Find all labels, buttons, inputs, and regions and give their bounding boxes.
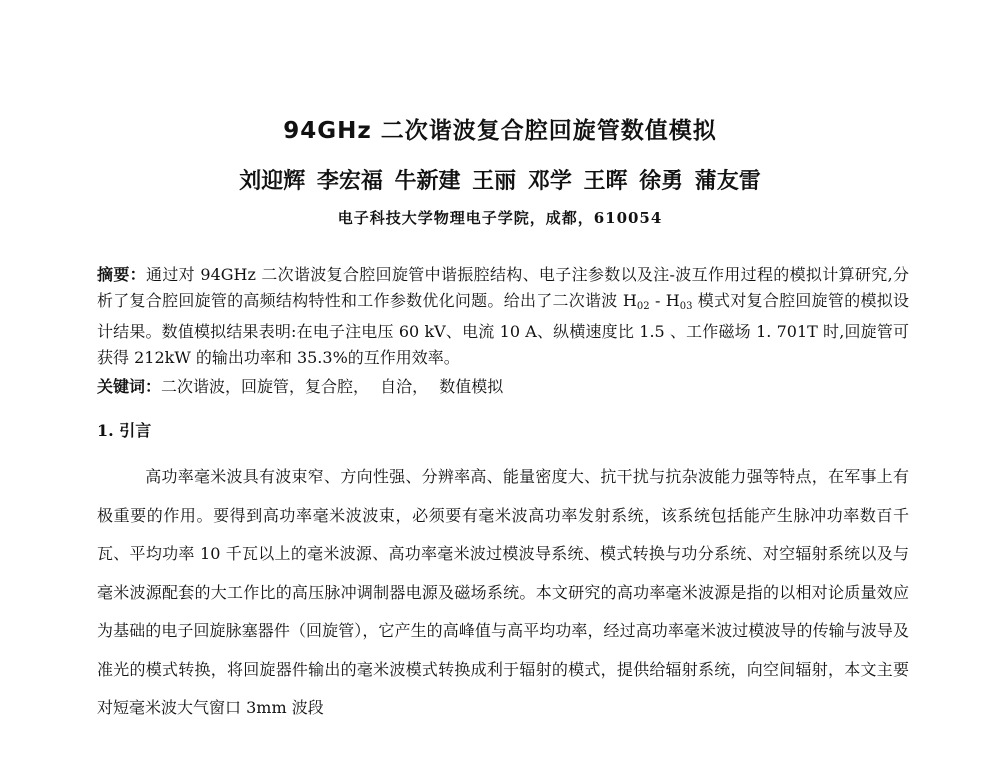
keywords-text: 二次谐波，回旋管，复合腔， 自洽， 数值模拟 [161,377,504,396]
abstract-text-before: 通过对 94GHz 二次谐波复合腔回旋管中谐振腔结构、电子注参数以及注-波互作用过程的模拟计算研究,分析了复合腔回旋管的高频结构特性和工作参数优化问题。给出了二次谐波 H [97,265,909,310]
abstract-text-after: 模式对复合腔回旋管的模拟设计结果。数值模拟结果表明:在电子注电压 60 kV、电流 10 A、纵横速度比 1.5 、工作磁场 1. 701T 时,回旋管可获得 212kW 的输出功率和 35.3%的互作用效率。 [97,290,910,367]
keywords-label: 关键词： [97,377,162,396]
author-list: 刘迎辉 李宏福 牛新建 王丽 邓学 王晖 徐勇 蒲友雷 [239,168,761,194]
abstract-subscript-1: 02 [636,300,650,312]
abstract-label: 摘要： [97,265,146,284]
keywords [97,374,909,400]
paper-title: 94GHz 二次谐波复合腔回旋管数值模拟 [283,118,717,144]
body-paragraph [97,458,909,728]
abstract-text-mid: - H [649,290,680,310]
affiliation: 电子科技大学物理电子学院，成都，610054 [337,209,663,227]
abstract [97,262,909,370]
body-paragraph-text: 高功率毫米波具有波束窄、方向性强、分辨率高、能量密度大、抗干扰与抗杂波能力强等特点，在军事上有极重要的作用。要得到高功率毫米波波束，必须要有毫米波高功率发射系统，该系统包括能产生脉冲功率数百千瓦、平均功率 10 千瓦以上的毫米波源、高功率毫米波过模波导系统、模式转换与功分系统、对空辐射系统以及与毫米波源配套的大工作比的高压脉冲调制器电源及磁场系统。本文研究的高功率毫米波源是指的以相对论质量效应为基础的电子回旋脉塞器件（回旋管），它产生的高峰值与高平均功率，经过高功率毫米波过模波导的传输与波导及准光的模式转换，将回旋器件输出的毫米波模式转换成利于辐射的模式，提供给辐射系统，向空间辐射，本文主要对短毫米波大气窗口 3mm 波段 [97,467,909,717]
section-heading-introduction: 1. 引言 [97,421,152,440]
abstract-subscript-2: 03 [679,300,693,312]
